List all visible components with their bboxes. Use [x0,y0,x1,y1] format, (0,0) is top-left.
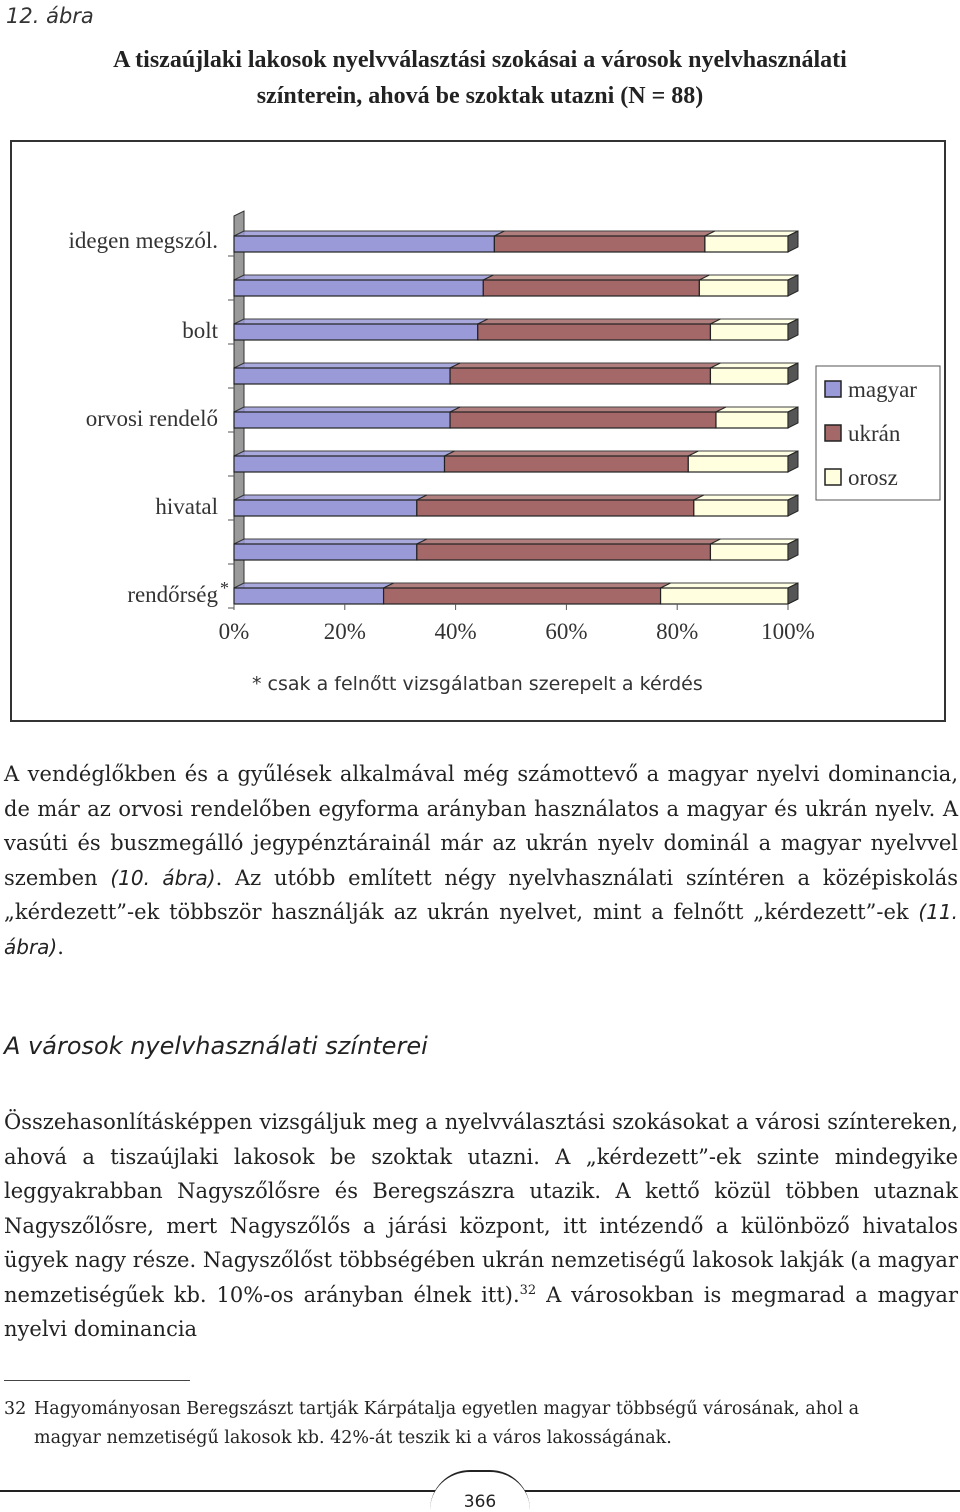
bar-top-orosz [710,539,798,544]
chart-frame [10,140,946,722]
bar-ukrán [384,588,661,604]
bar-top-magyar [234,539,427,544]
bar-orosz [716,412,788,428]
footnote-line2: magyar nemzetiségű lakosok kb. 42%-át teszik ki a város lakosságának. [34,1428,672,1448]
category-label: hivatal [155,494,218,519]
bar-top-orosz [705,231,798,236]
bar-orosz [694,500,788,516]
bar-ukrán [483,280,699,296]
category-label: idegen megszól. [68,228,218,253]
bar-ukrán [417,500,694,516]
legend-label-magyar: magyar [848,377,917,402]
x-tick-label: 0% [218,619,250,644]
bar-magyar [234,500,417,516]
footnote-ref-32: 32 [519,1282,537,1298]
bar-top-ukrán [417,495,704,500]
bar-orosz [710,324,788,340]
category-label: bolt [182,318,218,343]
legend-label-ukrán: ukrán [848,421,901,446]
bar-top-magyar [234,231,504,236]
legend-swatch-ukrán [825,425,841,441]
bar-top-ukrán [494,231,715,236]
page-number: 366 [430,1470,530,1510]
bar-ukrán [494,236,705,252]
chart-footnote: * csak a felnőtt vizsgálatban szerepelt a kérdés [252,673,703,695]
figure-ref-11: (11. ábra) [4,900,958,959]
bar-top-orosz [710,319,798,324]
bar-top-ukrán [450,407,726,412]
figure-title-line2: színterein, ahová be szoktak utazni (N = 88) [256,83,704,109]
bar-top-magyar [234,495,427,500]
stacked-bar-chart [12,142,944,720]
category-asterisk: * [220,578,229,598]
bar-top-ukrán [445,451,699,456]
bar-magyar [234,280,483,296]
bar-top-magyar [234,319,488,324]
bar-magyar [234,368,450,384]
paragraph-1-text-a: A vendéglőkben és a gyűlések alkalmával még számottevő a magyar nyelvi dominancia, de már az orvosi rendelőben egyforma arányban használatos a magyar és ukrán nyelv. A vasúti és buszmegálló jegypénztárainál már az ukrán nyelv dominál a magyar nyelvvel szemben [4,762,958,890]
bar-orosz [699,280,788,296]
bar-magyar [234,544,417,560]
footnote-32 [4,1395,958,1453]
bar-top-ukrán [483,275,709,280]
bar-top-ukrán [417,539,721,544]
bar-top-magyar [234,583,394,588]
bar-orosz [688,456,788,472]
legend-swatch-orosz [825,469,841,485]
paragraph-2-text-a: Összehasonlításképpen vizsgáljuk meg a nyelvválasztási szokásokat a városi színtereken, ahová a tiszaújlaki lakosok be szoktak utazni. A „kérdezett”-ek szinte mindegyike leggyakrabban Nagyszőlősre és Beregszászra utazik. A kettő közül többen utaznak Nagyszőlősre, mert Nagyszőlős a járási központ, itt intézendő a különböző hivatalos ügyek nagy része. Nagyszőlőst többségében ukrán nemzetiségű lakosok lakják (a magyar nemzetiségűek kb. 10%-os arányban élnek itt). [4,1110,958,1307]
paragraph-2-text-b: A városokban is megmarad a magyar nyelvi dominancia [4,1282,958,1341]
bar-top-ukrán [478,319,721,324]
figure-title-line1: A tiszaújlaki lakosok nyelvválasztási szokásai a városok nyelvhasználati [113,47,847,73]
figure-ref-10: (10. ábra) [110,865,216,890]
bar-orosz [661,588,788,604]
bar-top-ukrán [450,363,720,368]
bar-top-orosz [661,583,798,588]
bar-magyar [234,588,384,604]
bar-ukrán [478,324,711,340]
bar-ukrán [417,544,711,560]
x-tick-label: 60% [545,619,588,644]
x-tick-label: 20% [323,619,366,644]
paragraph-1 [4,757,958,964]
bar-ukrán [450,368,710,384]
footnote-divider [4,1380,190,1381]
bar-top-orosz [716,407,798,412]
bar-magyar [234,236,494,252]
x-tick-label: 100% [761,619,815,644]
category-label: rendőrség [127,582,218,607]
legend-swatch-magyar [825,381,841,397]
section-title: A városok nyelvhasználati színterei [4,1032,428,1060]
bar-top-orosz [699,275,798,280]
paragraph-2 [4,1105,958,1347]
bar-magyar [234,412,450,428]
bar-magyar [234,324,478,340]
x-tick-label: 40% [434,619,477,644]
figure-number: 12. ábra [6,4,94,28]
bar-top-orosz [694,495,798,500]
bar-top-magyar [234,451,455,456]
bar-magyar [234,456,445,472]
bar-top-magyar [234,275,493,280]
paragraph-1-text-c: . [57,934,64,959]
bar-top-ukrán [384,583,671,588]
figure-title [0,42,960,114]
bar-top-magyar [234,407,460,412]
bar-ukrán [445,456,689,472]
bar-orosz [710,368,788,384]
bar-top-orosz [688,451,798,456]
bar-top-magyar [234,363,460,368]
footnote-number: 32 [4,1399,27,1419]
footnote-line1: Hagyományosan Beregszászt tartják Kárpátalja egyetlen magyar többségű városának, ahol a [34,1399,860,1419]
bar-top-orosz [710,363,798,368]
bar-orosz [710,544,788,560]
category-label: orvosi rendelő [85,406,218,431]
bar-ukrán [450,412,716,428]
paragraph-1-text-b: . Az utóbb említett négy nyelvhasználati színtéren a középiskolás „kérdezett”-ek többször használják az ukrán nyelvet, mint a felnőtt „kérdezett”-ek [4,865,958,924]
legend-label-orosz: orosz [848,465,898,490]
bar-orosz [705,236,788,252]
x-tick-label: 80% [656,619,699,644]
